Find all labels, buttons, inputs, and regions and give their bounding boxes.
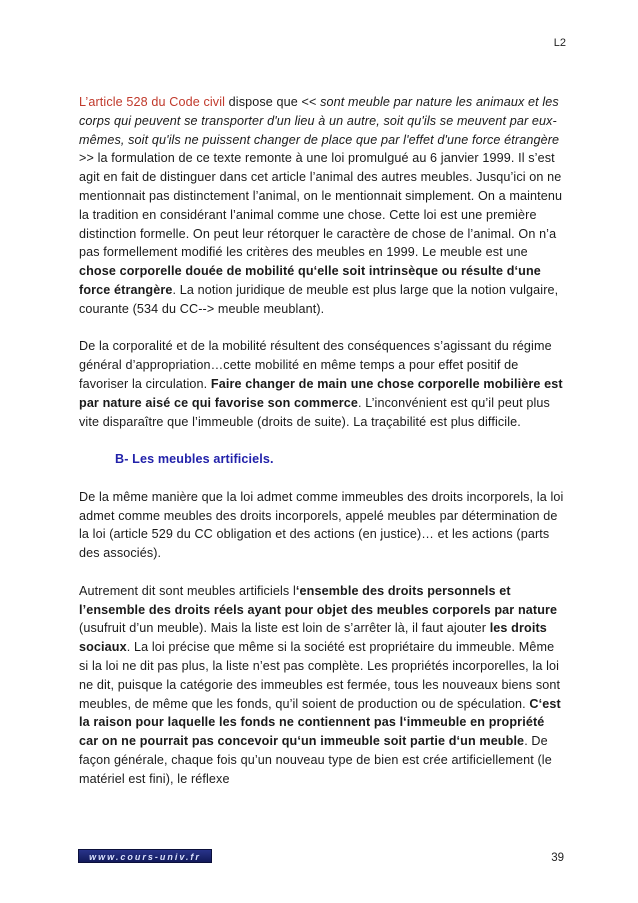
- page-number: 39: [551, 852, 564, 864]
- section-heading: B- Les meubles artificiels.: [115, 452, 274, 467]
- paragraph-meubles-incorporels: De la même manière que la loi admet comme immeubles des droits incorporels, la loi admet comme meubles des droits incorporels, appelé meubles par détermination de la loi (article 529 du CC obligation et des actions (en justice)… et les actions (parts des associés).: [79, 489, 564, 561]
- paragraph-meubles-artificiels: Autrement dit sont meubles artificiels l‘ensemble des droits personnels et l’ensemble des droits réels ayant pour objet des meubles corporels par nature (usufruit d’un meuble). Mais la liste est loin de s’arrêter là, il faut ajouter les droits sociaux. La loi précise que même si la société est propriétaire du immeuble. Même si la loi ne dit pas plus, la liste n’est pas complète. Les propriétés incorporelles, la loi ne dit, puisque la catégorie des immeubles est fermée, tous les nouveaux biens sont meubles, de même que les fonds, qu’il soient de production ou de spéculation. C‘est la raison pour laquelle les fonds ne contiennent pas l‘immeuble en propriété car on ne pourrait pas concevoir qu‘un immeuble soit partie d‘un meuble. De façon générale, chaque fois qu’un nouveau type de bien est crée artificiellement (le matériel est fini), le réflexe: [79, 583, 561, 786]
- body-text: [79, 93, 565, 788]
- bold-commerce: Faire changer de main une chose corporelle mobilière est par nature aisé ce qui favorise son commerce: [79, 376, 563, 410]
- bold-droits: ‘ensemble des droits personnels et l’ensemble des droits réels ayant pour objet des meubles corporels par nature: [79, 583, 558, 617]
- bold-droits-sociaux: les droits sociaux: [79, 621, 547, 655]
- paragraph-corporalite: De la corporalité et de la mobilité résultent des conséquences s’agissant du régime général d’appropriation…cette mobilité en même temps a pour effet positif de favoriser la circulation. Faire changer de main une chose corporelle mobilière est par nature aisé ce qui favorise son commerce. L’inconvénient est qu’il peut plus vite disparaître que l’immeuble (droits de suite). La traçabilité est plus difficile.: [79, 339, 563, 429]
- article-reference-link[interactable]: L’article 528 du Code civil: [79, 95, 226, 109]
- quoted-text: sont meuble par nature les animaux et les corps qui peuvent se transporter d'un lieu à un autre, soit qu'ils se meuvent par eux-mêmes, soit qu'ils ne puissent changer de place que par l'effet d'une force étrangère: [79, 95, 560, 147]
- bold-definition: chose corporelle douée de mobilité qu‘elle soit intrinsèque ou résulte d‘une force étrangère: [79, 264, 541, 297]
- footer-logo-link[interactable]: www.cours-univ.fr: [78, 849, 212, 863]
- bold-fonds: C‘est la raison pour laquelle les fonds ne contiennent pas l‘immeuble en propriété car on ne pourrait pas concevoir qu‘un immeuble soit partie d‘un meuble: [79, 696, 561, 749]
- paragraph-article-528: L’article 528 du Code civil dispose que << sont meuble par nature les animaux et les corps qui peuvent se transporter d'un lieu à un autre, soit qu'ils se meuvent par eux-mêmes, soit qu'ils ne puissent changer de place que par l'effet d'une force étrangère >> la formulation de ce texte remonte à une loi promulgué au 6 janvier 1999. Il s’est agit en fait de distinguer dans cet article l’animal des autres meubles. Jusqu’ici on ne mentionnait pas distinctement l’animal, on le mentionnait simplement. On a maintenu la tradition en considérant l’animal comme une chose. Cette loi est une première distinction formelle. On peut leur rétorquer le caractère de chose de l’animal. On n’a pas formellement modifié les critères des meubles en 1999. Le meuble est une chose corporelle douée de mobilité qu‘elle soit intrinsèque ou résulte d‘une force étrangère. La notion juridique de meuble est plus large que la notion vulgaire, courante (534 du CC--> meuble meublant).: [79, 95, 563, 316]
- header-label: L2: [553, 37, 566, 49]
